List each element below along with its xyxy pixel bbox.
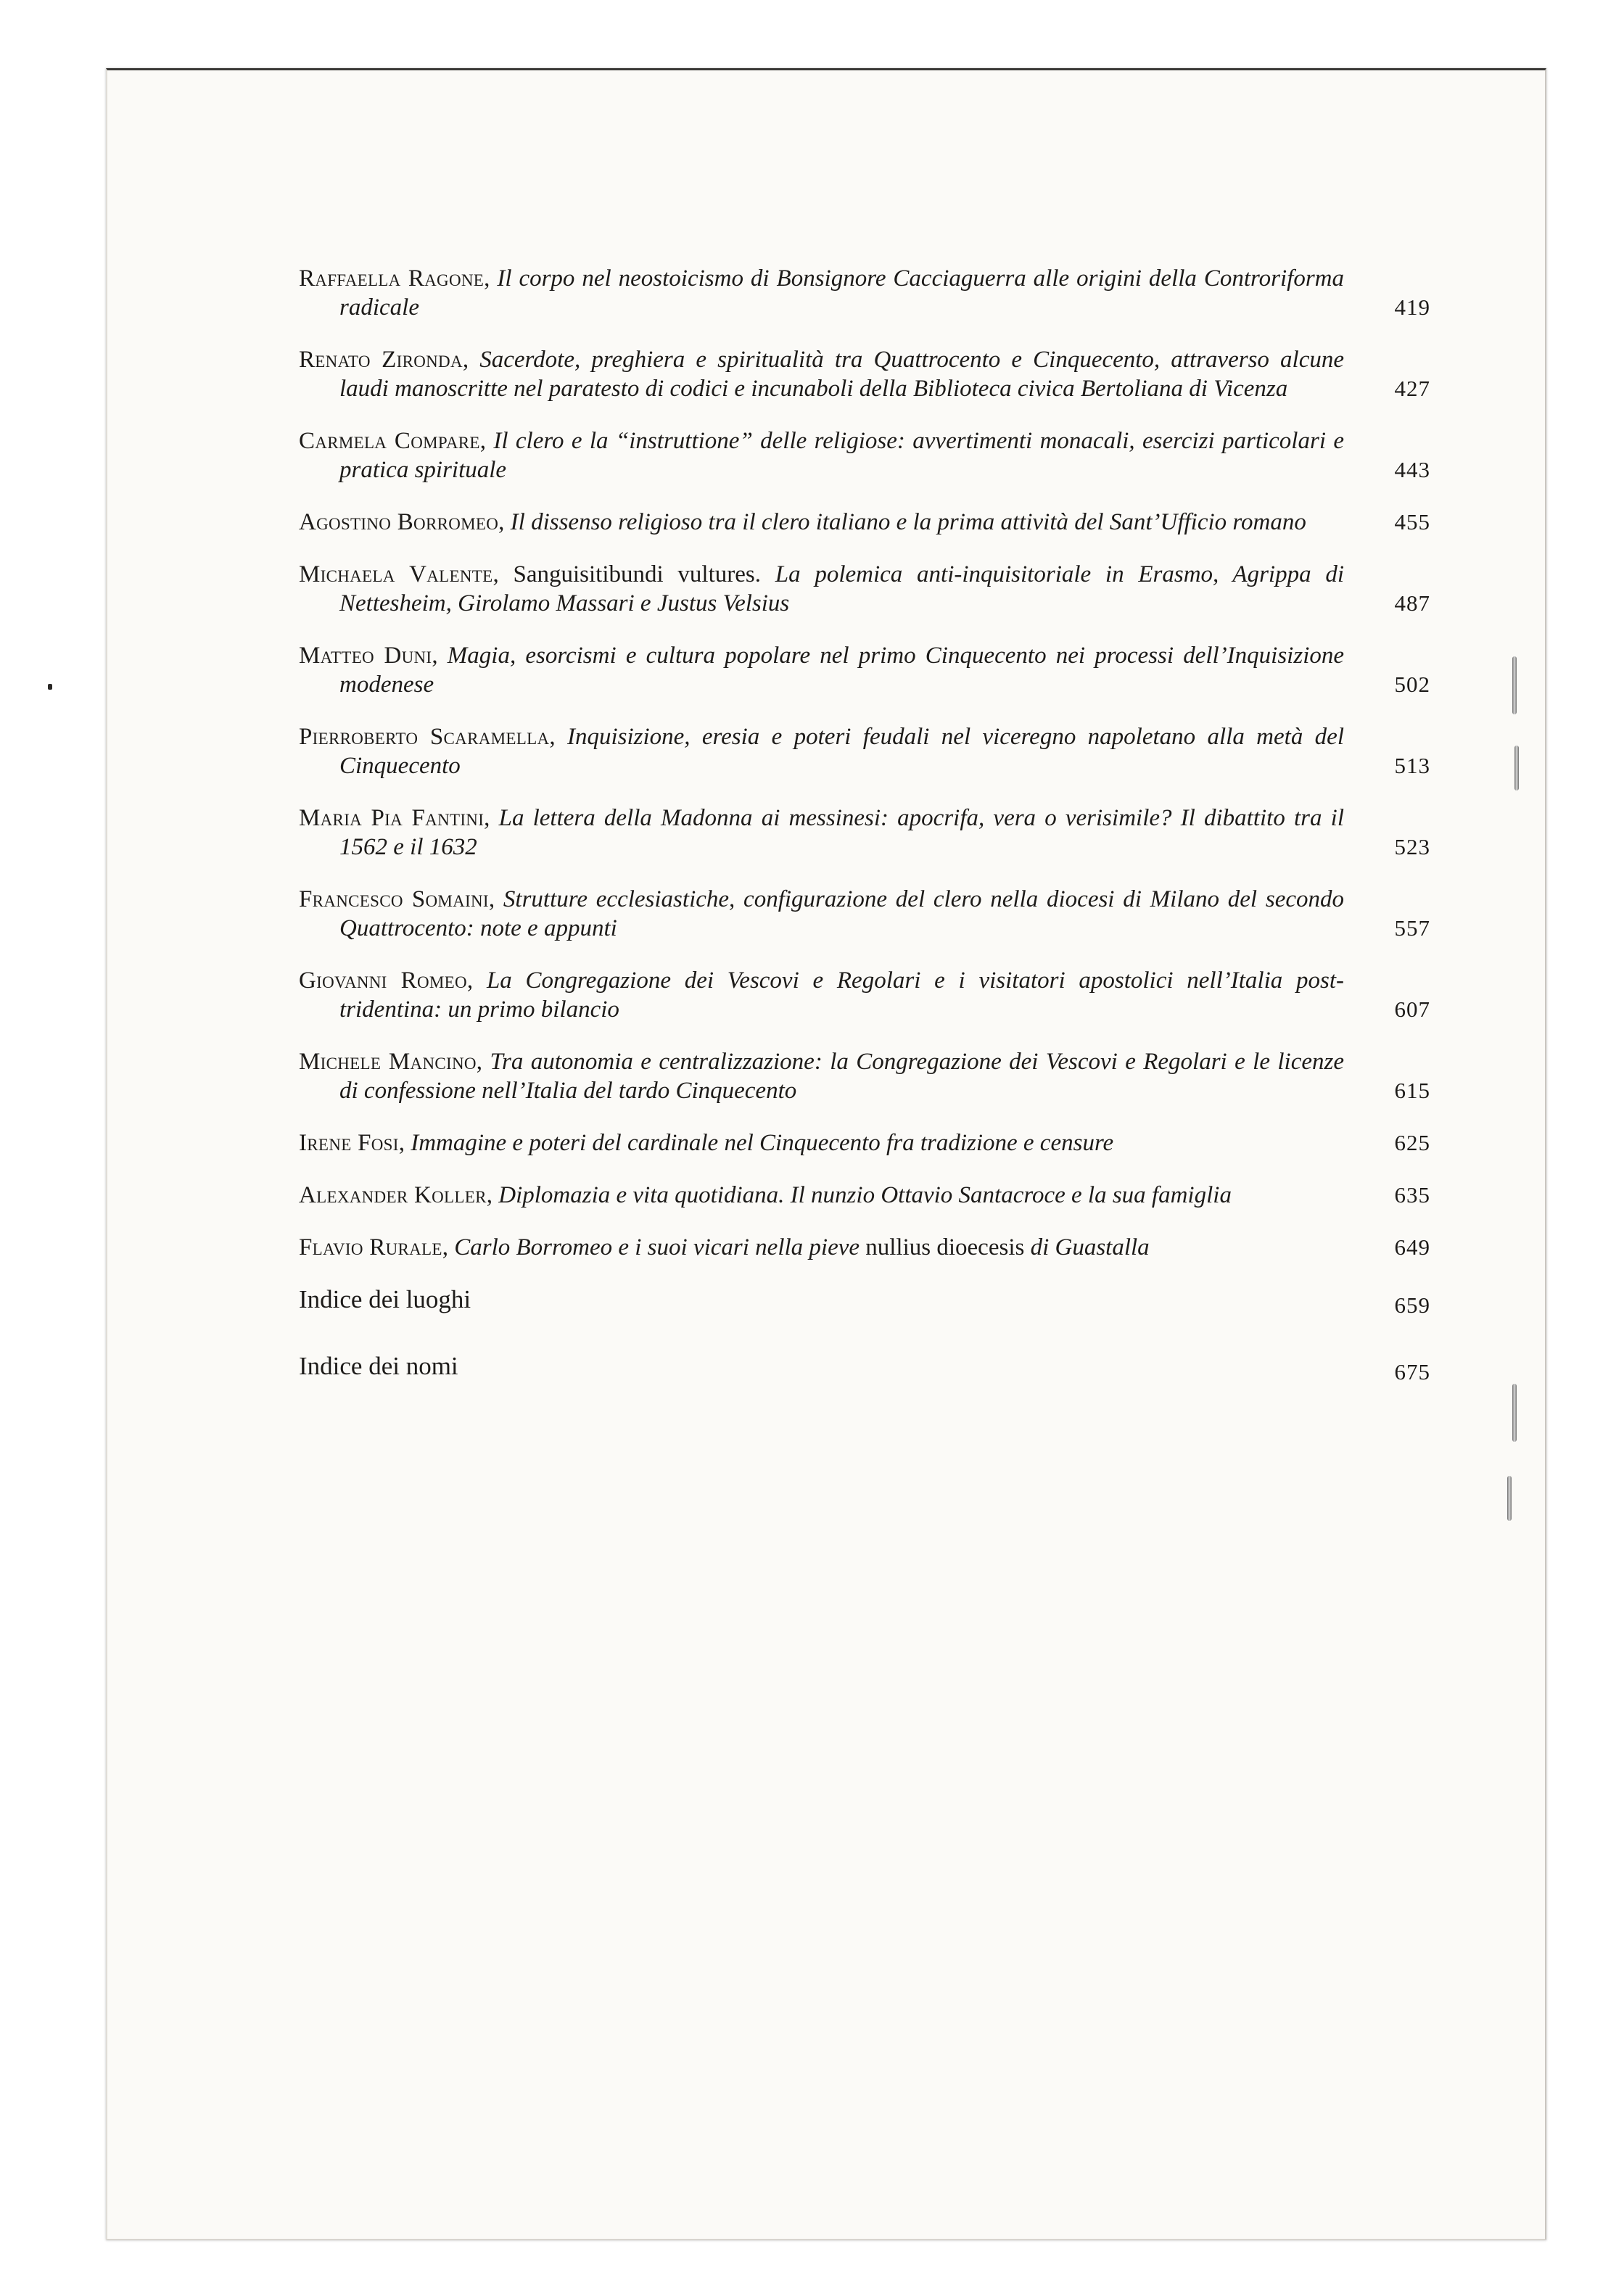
- entry-page-number: 557: [1394, 915, 1430, 941]
- entry-title: Il clero e la “instruttione” delle religiose: avvertimenti monacali, esercizi particolari e pratica spirituale: [339, 428, 1345, 483]
- entry-page-number: 615: [1394, 1078, 1430, 1103]
- staple-top: [1512, 656, 1517, 714]
- toc-entry: Irene Fosi, Immagine e poteri del cardinale nel Cinquecento fra tradizione e censure 625: [299, 1130, 1430, 1156]
- entry-author: Giovanni Romeo: [299, 967, 467, 994]
- staple-bottom-leg: [1507, 1476, 1512, 1521]
- staple-bottom: [1512, 1384, 1517, 1442]
- entry-title-roman: Sanguisitibundi vultures.: [513, 561, 761, 587]
- entry-author: Matteo Duni: [299, 643, 432, 669]
- entry-page-number: 649: [1394, 1234, 1430, 1260]
- index-page-number: 659: [1394, 1292, 1430, 1318]
- index-entry: [299, 1352, 1430, 1384]
- entry-page-number: 419: [1394, 294, 1430, 320]
- toc-entry: Giovanni Romeo, La Congregazione dei Vescovi e Regolari e i visitatori apostolici nell’Italia post-tridentina: un primo bilancio 607: [299, 967, 1430, 1023]
- toc-entry: Michele Mancino, Tra autonomia e centralizzazione: la Congregazione dei Vescovi e Regolari e le licenze di confessione nell’Italia del tardo Cinquecento 615: [299, 1049, 1430, 1104]
- toc-entry: Raffaella Ragone, Il corpo nel neostoicismo di Bonsignore Cacciaguerra alle origini della Controriforma radicale 419: [299, 265, 1430, 321]
- toc-entry: Pierroberto Scaramella, Inquisizione, eresia e poteri feudali nel viceregno napoletano alla metà del Cinquecento 513: [299, 724, 1430, 779]
- entry-title: La Congregazione dei Vescovi e Regolari e i visitatori apostolici nell’Italia post-tridentina: un primo bilancio: [339, 967, 1345, 1023]
- entry-title: Il corpo nel neostoicismo di Bonsignore Cacciaguerra alle origini della Controriforma radicale: [339, 265, 1344, 321]
- entry-title: La polemica anti-inquisitoriale in Erasmo, Agrippa di Nettesheim, Girolamo Massari e Justus Velsius: [339, 561, 1344, 616]
- toc-entry: Carmela Compare, Il clero e la “instruttione” delle religiose: avvertimenti monacali, esercizi particolari e pratica spirituale 443: [299, 428, 1430, 483]
- entry-author: Pierroberto Scaramella: [299, 724, 550, 750]
- entry-page-number: 427: [1394, 376, 1430, 401]
- entry-author: Alexander Koller: [299, 1182, 487, 1208]
- entry-author: Renato Zironda: [299, 347, 463, 373]
- paper-speck: [48, 684, 52, 690]
- entry-title: Il dissenso religioso tra il clero italiano e la prima attività del Sant’Ufficio romano: [510, 509, 1306, 535]
- entry-title: Diplomazia e vita quotidiana. Il nunzio Ottavio Santacroce e la sua famiglia: [498, 1182, 1232, 1208]
- entry-page-number: 513: [1394, 753, 1430, 778]
- entry-title: Inquisizione, eresia e poteri feudali nel viceregno napoletano alla metà del Cinquecento: [339, 724, 1344, 779]
- index-label: Indice dei nomi: [299, 1352, 458, 1380]
- entry-author: Michele Mancino: [299, 1049, 477, 1075]
- entry-page-number: 625: [1394, 1130, 1430, 1155]
- toc-entry: Renato Zironda, Sacerdote, preghiera e spiritualità tra Quattrocento e Cinquecento, attraverso alcune laudi manoscritte nel paratesto di codici e incunaboli della Biblioteca civica Bertoliana di Vicenza 427: [299, 347, 1430, 402]
- entry-author: Carmela Compare: [299, 428, 480, 454]
- entry-page-number: 523: [1394, 834, 1430, 859]
- toc-entry: Alexander Koller, Diplomazia e vita quotidiana. Il nunzio Ottavio Santacroce e la sua famiglia 635: [299, 1182, 1430, 1208]
- entry-author: Michaela Valente: [299, 561, 493, 587]
- table-of-contents: [299, 264, 1430, 1384]
- entry-page-number: 607: [1394, 996, 1430, 1022]
- entry-author: Raffaella Ragone: [299, 265, 485, 292]
- entry-title: Immagine e poteri del cardinale nel Cinquecento fra tradizione e censure: [411, 1130, 1114, 1156]
- entry-title: di Guastalla: [1030, 1234, 1150, 1260]
- entry-title-roman: nullius dioecesis: [865, 1234, 1025, 1260]
- entry-page-number: 502: [1394, 672, 1430, 697]
- toc-entry: Maria Pia Fantini, La lettera della Madonna ai messinesi: apocrifa, vera o verisimile? Il dibattito tra il 1562 e il 1632 523: [299, 805, 1430, 860]
- entry-author: Flavio Rurale: [299, 1234, 442, 1260]
- toc-entry: Agostino Borromeo, Il dissenso religioso tra il clero italiano e la prima attività del Sant’Ufficio romano 455: [299, 509, 1430, 535]
- entry-page-number: 443: [1394, 457, 1430, 482]
- index-page-number: 675: [1394, 1359, 1430, 1384]
- entry-page-number: 635: [1394, 1182, 1430, 1208]
- entry-title: Sacerdote, preghiera e spiritualità tra Quattrocento e Cinquecento, attraverso alcune laudi manoscritte nel paratesto di codici e incunaboli della Biblioteca civica Bertoliana di Vicenza: [339, 347, 1345, 402]
- entry-author: Maria Pia Fantini: [299, 805, 485, 831]
- staple-top-leg: [1514, 746, 1519, 791]
- entry-title: Tra autonomia e centralizzazione: la Congregazione dei Vescovi e Regolari e le licenze di confessione nell’Italia del tardo Cinquecento: [339, 1049, 1345, 1104]
- entry-title: Strutture ecclesiastiche, configurazione del clero nella diocesi di Milano del secondo Quattrocento: note e appunti: [339, 886, 1344, 941]
- toc-entry: Francesco Somaini, Strutture ecclesiastiche, configurazione del clero nella diocesi di Milano del secondo Quattrocento: note e appunti 557: [299, 886, 1430, 941]
- entry-author: Agostino Borromeo: [299, 509, 499, 535]
- entry-title: Carlo Borromeo e i suoi vicari nella pieve: [454, 1234, 860, 1260]
- entry-title: Magia, esorcismi e cultura popolare nel primo Cinquecento nei processi dell’Inquisizione modenese: [339, 643, 1345, 698]
- toc-entry: Matteo Duni, Magia, esorcismi e cultura popolare nel primo Cinquecento nei processi dell’Inquisizione modenese 502: [299, 643, 1430, 698]
- entry-author: Francesco Somaini: [299, 886, 489, 912]
- entry-page-number: 487: [1394, 590, 1430, 616]
- toc-entry: Flavio Rurale, Carlo Borromeo e i suoi vicari nella pieve nullius dioecesis di Guastalla 649: [299, 1234, 1430, 1260]
- index-entry: [299, 1285, 1430, 1318]
- toc-entry: Michaela Valente, Sanguisitibundi vultures. La polemica anti-inquisitoriale in Erasmo, Agrippa di Nettesheim, Girolamo Massari e Justus Velsius 487: [299, 561, 1430, 616]
- entry-title: La lettera della Madonna ai messinesi: apocrifa, vera o verisimile? Il dibattito tra il 1562 e il 1632: [339, 805, 1345, 860]
- entry-page-number: 455: [1394, 509, 1430, 535]
- index-label: Indice dei luoghi: [299, 1285, 471, 1313]
- entry-author: Irene Fosi: [299, 1130, 399, 1156]
